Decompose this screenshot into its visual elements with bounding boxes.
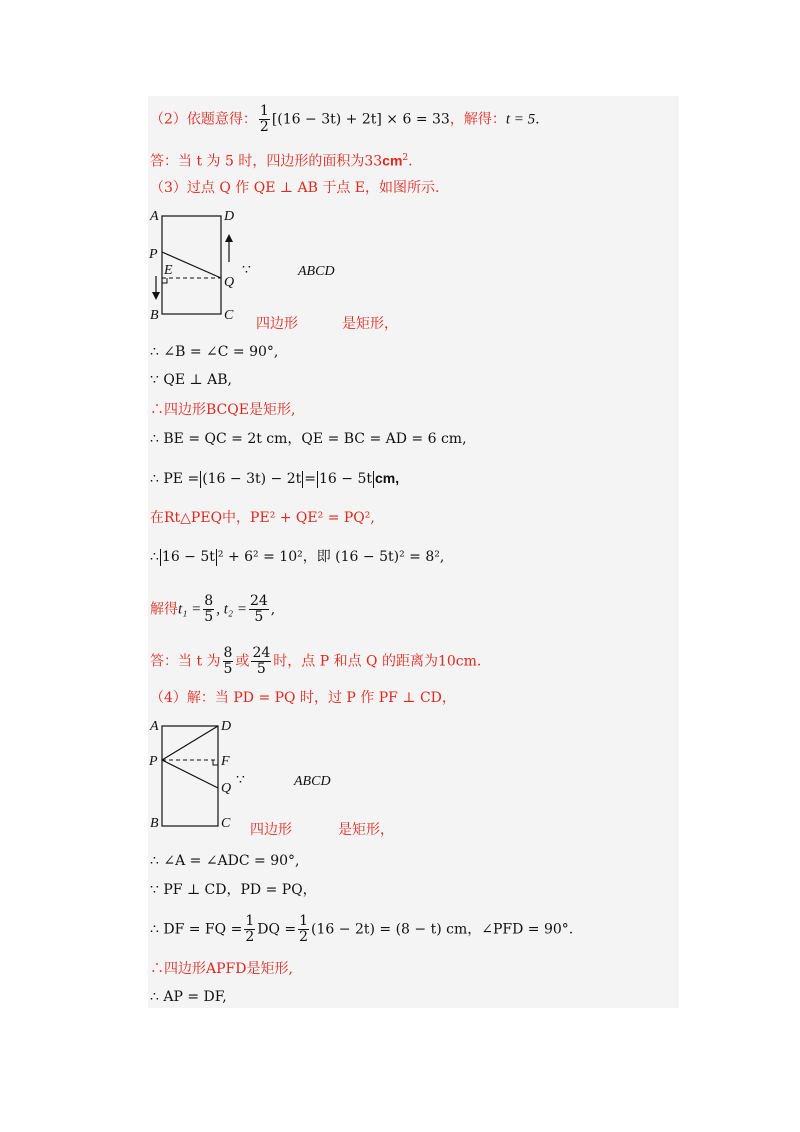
svg-text:∵: ∵ — [236, 773, 245, 788]
part2-prefix: （2）依题意得： — [150, 111, 257, 128]
area-equation: [(16 − 3t) + 2t] × 6 = 33 — [271, 111, 450, 128]
half-fraction: $\frac{1}{2}$ — [259, 103, 269, 135]
svg-text:A: A — [150, 719, 159, 734]
fig2-is-rectangle: 是矩形， — [338, 822, 394, 838]
svg-text:B: B — [150, 308, 159, 323]
svg-text:ABCD: ABCD — [298, 264, 335, 279]
answer-part3: 答：当 t 为 $\frac{8}{5}$ 或 $\frac{24}{5}$ 时，点 P 和点 Q 的距离为10cm. — [150, 645, 482, 677]
part2-result: t = 5 — [505, 111, 536, 128]
angle-b-c: ∴ ∠B = ∠C = 90°, — [150, 344, 279, 360]
angle-a-adc: ∴ ∠A = ∠ADC = 90°, — [150, 853, 300, 869]
solutions-t1-t2: 解得t₁ = $\frac{8}{5}$ , t₂ = $\frac{24}{5}$ , — [150, 593, 276, 625]
fig1-is-rectangle: 是矩形， — [342, 316, 398, 332]
svg-text:Q: Q — [221, 781, 232, 796]
part4-heading: （4）解：当 PD = PQ 时，过 P 作 PF ⊥ CD， — [150, 690, 456, 706]
part3-heading: （3）过点 Q 作 QE ⊥ AB 于点 E，如图所示. — [150, 180, 440, 196]
apfd-rectangle: ∴四边形APFD是矩形, — [150, 961, 293, 977]
figure-1-rectangle — [148, 204, 448, 324]
svg-text:D: D — [224, 209, 235, 224]
svg-text:Q: Q — [224, 275, 235, 290]
svg-text:A: A — [150, 209, 159, 224]
svg-text:∵: ∵ — [242, 263, 251, 278]
svg-text:P: P — [149, 247, 158, 262]
pe-equation: ∴ PE = (16 − 3t) − 2t = 16 − 5t cm, — [150, 470, 400, 487]
answer-part2: 答：当 t 为 5 时，四边形的面积为$33cm^2$. — [150, 152, 413, 170]
svg-text:P: P — [149, 754, 158, 769]
squared-equation: ∴ 16 − 5t ² + 6² = 10²，即 (16 − 5t)² = 8², — [150, 549, 445, 565]
bcqe-rectangle: ∴四边形BCQE是矩形, — [150, 402, 296, 418]
fig2-quadrilateral-word: 四边形 — [250, 822, 292, 838]
svg-text:ABCD: ABCD — [294, 774, 331, 789]
svg-text:B: B — [150, 816, 159, 831]
figure-2-rectangle — [148, 714, 448, 834]
svg-text:E: E — [164, 263, 173, 278]
be-qc-equation: ∴ BE = QC = 2t cm，QE = BC = AD = 6 cm, — [150, 431, 467, 447]
svg-text:D: D — [221, 719, 232, 734]
df-fq-equation: ∴ DF = FQ = $\frac{1}{2}$ DQ = $\frac{1}{2}$ (16 − 2t) = (8 − t) cm，∠PFD = 90°. — [150, 913, 574, 945]
svg-text:C: C — [221, 816, 231, 831]
svg-text:F: F — [221, 754, 230, 769]
solution-part2-line: （2）依题意得： $\frac{1}{2}$ [(16 − 3t) + 2t] × 6 = 33，解得：t = 5. — [150, 103, 540, 135]
svg-text:C: C — [224, 308, 234, 323]
fig1-quadrilateral-word: 四边形 — [256, 316, 298, 332]
qe-perp-ab: ∵ QE ⊥ AB, — [150, 372, 232, 388]
pythagoras-line: 在Rt△PEQ中，PE² + QE² = PQ², — [150, 510, 375, 526]
ap-equals-df: ∴ AP = DF, — [150, 989, 227, 1005]
part2-mid: ，解得： — [449, 111, 506, 128]
pf-perp-cd: ∵ PF ⊥ CD，PD = PQ， — [150, 882, 317, 898]
